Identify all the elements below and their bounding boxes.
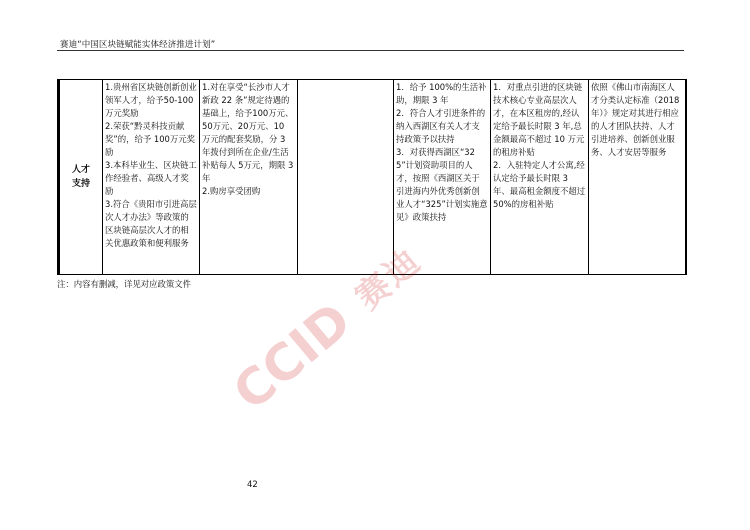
ccid-logo-icon [221,279,374,421]
running-header: 赛迪“中国区块链赋能实体经济推进计划” [60,40,216,50]
cell-paragraph: 3.符合《贵阳市引进高层次人才办法》等政策的区块链高层次人才的相关优惠政策和便利服务 [105,199,197,248]
watermark-chinese-text: 赛迪 [347,240,429,318]
cell-paragraph: 2．符合人才引进条件的纳入西湖区有关人才支持政策予以扶持 [396,108,486,144]
cell-paragraph: 1．对重点引进的区块链技术核心专业高层次人才，在本区租房的,经认定给予最长时限 3 年,总金额最高不超过 10 万元的租房补贴 [493,82,585,157]
cell-paragraph: 1．给予 100%的生活补助，期限 3 年 [396,82,487,105]
table-cell-changsha [200,80,298,275]
table-footnote: 注：内容有删减，详见对应政策文件 [57,279,191,289]
cell-paragraph: 3.本科毕业生、区块链工作经验者、高级人才奖励 [105,160,197,196]
cell-paragraph: 1.对在享受“长沙市人才新政 22 条”规定待遇的基础上，给予100万元、50万元、20万元、10 万元的配套奖励，分 3 年拨付到所在企业/生活补贴每人 5万元，期限 3 年 [202,82,294,183]
table-row-talent-support [59,80,686,275]
cell-paragraph: 2.购房享受团购 [202,186,261,196]
cell-paragraph: 依照《佛山市南海区人才分类认定标准（2018 年）》规定对其进行相应的人才团队扶持、人才引进培养、创新创业服务、人才安居等服务 [591,82,680,157]
policy-table [57,79,687,275]
cell-paragraph: 2.荣获“黔灵科技贡献奖”的，给予 100万元奖励 [105,121,195,157]
header-rule [57,50,684,51]
table-cell-xihu [394,80,491,275]
row-label-talent-support [59,80,103,275]
table-cell-housing [491,80,589,275]
table-cell-nanhai [589,80,686,275]
table-cell-guiyang [103,80,200,275]
cell-paragraph: 2．入驻特定人才公寓,经认定给予最长时限 3 年、最高租金额度不超过 50%的房租补贴 [493,160,586,209]
row-label-text: 人才 支持 [71,165,90,189]
table-cell-empty [298,80,394,275]
page-number: 42 [247,480,258,490]
watermark-logo-text: CCID [222,291,362,422]
cell-paragraph: 1.贵州省区块链创新创业领军人才，给予50-100万元奖励 [105,82,197,118]
cell-paragraph: 3．对获得西湖区“325”计划资助项目的人才，按照《西湖区关于引进海内外优秀创新创业人才“325”计划实施意见》政策扶持 [396,147,488,222]
